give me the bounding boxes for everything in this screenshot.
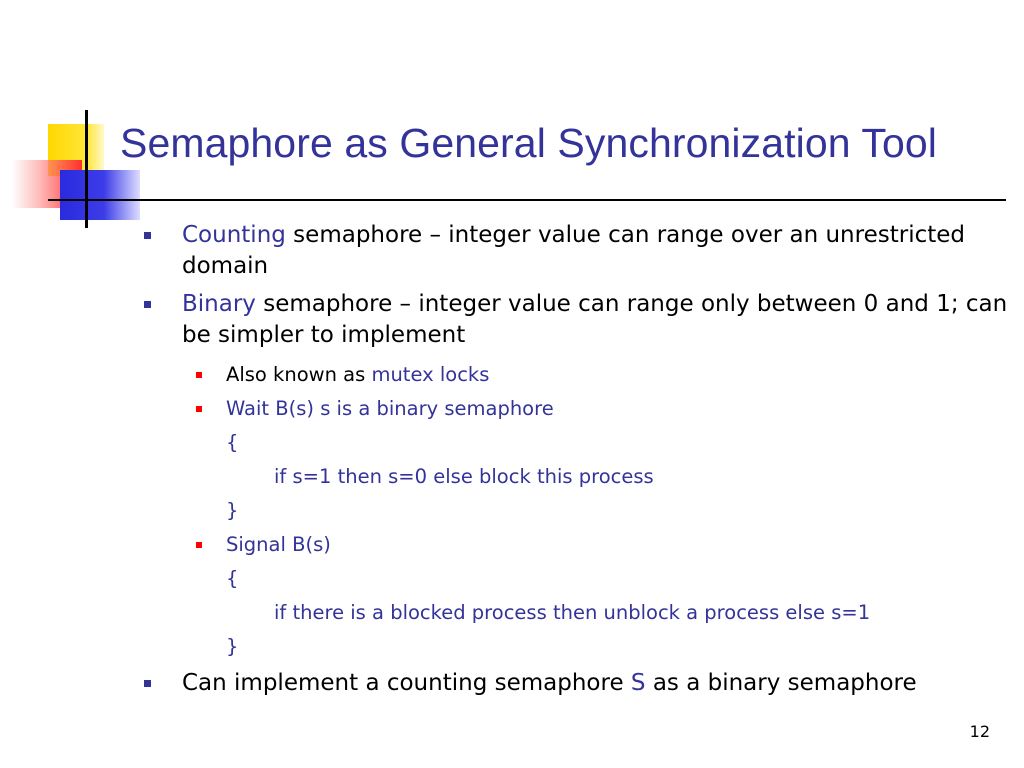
bullet-counting-as-binary <box>140 668 1010 699</box>
sub-bullet-mutex <box>140 358 1010 392</box>
sub-bullet-marker <box>196 406 202 412</box>
bullet-counting-semaphore <box>140 220 1010 282</box>
sub-bullet-signal <box>140 528 1010 562</box>
bullet-text: Can implement a counting semaphore <box>182 670 631 696</box>
bullet-text: semaphore – integer value can range only between 0 and 1; can be simpler to implement <box>182 291 1008 348</box>
code-close-brace: } <box>226 499 239 522</box>
sub-bullet-marker <box>196 372 202 378</box>
highlight-binary: Binary <box>182 291 256 317</box>
code-line: if there is a blocked process then unblock a process else s=1 <box>274 601 871 624</box>
bullet-text: as a binary semaphore <box>645 670 917 696</box>
bullet-marker <box>144 232 151 239</box>
sub-bullet-text: Signal B(s) <box>226 533 331 556</box>
page-number: 12 <box>969 722 990 741</box>
sub-bullet-text: Wait B(s) s is a binary semaphore <box>226 397 554 420</box>
code-close-brace: } <box>226 635 239 658</box>
bullet-marker <box>144 301 151 308</box>
code-line: if s=1 then s=0 else block this process <box>274 465 654 488</box>
slide-content <box>140 220 1010 706</box>
slide-title: Semaphore as General Synchronization Tool <box>120 120 937 166</box>
highlight-mutex-locks: mutex locks <box>371 363 490 386</box>
bullet-text: semaphore – integer value can range over an unrestricted domain <box>182 222 965 279</box>
title-underline <box>48 199 1006 201</box>
bullet-binary-semaphore <box>140 289 1010 351</box>
code-open-brace: { <box>226 567 239 590</box>
logo-vertical-line <box>85 110 88 228</box>
highlight-s: S <box>630 670 646 696</box>
bullet-marker <box>144 680 151 687</box>
highlight-counting: Counting <box>182 222 286 248</box>
sub-bullet-text: Also known as <box>226 363 372 386</box>
code-open-brace: { <box>226 431 239 454</box>
sub-bullet-marker <box>196 542 202 548</box>
sub-bullet-wait <box>140 392 1010 426</box>
logo-blue-square <box>60 170 140 220</box>
